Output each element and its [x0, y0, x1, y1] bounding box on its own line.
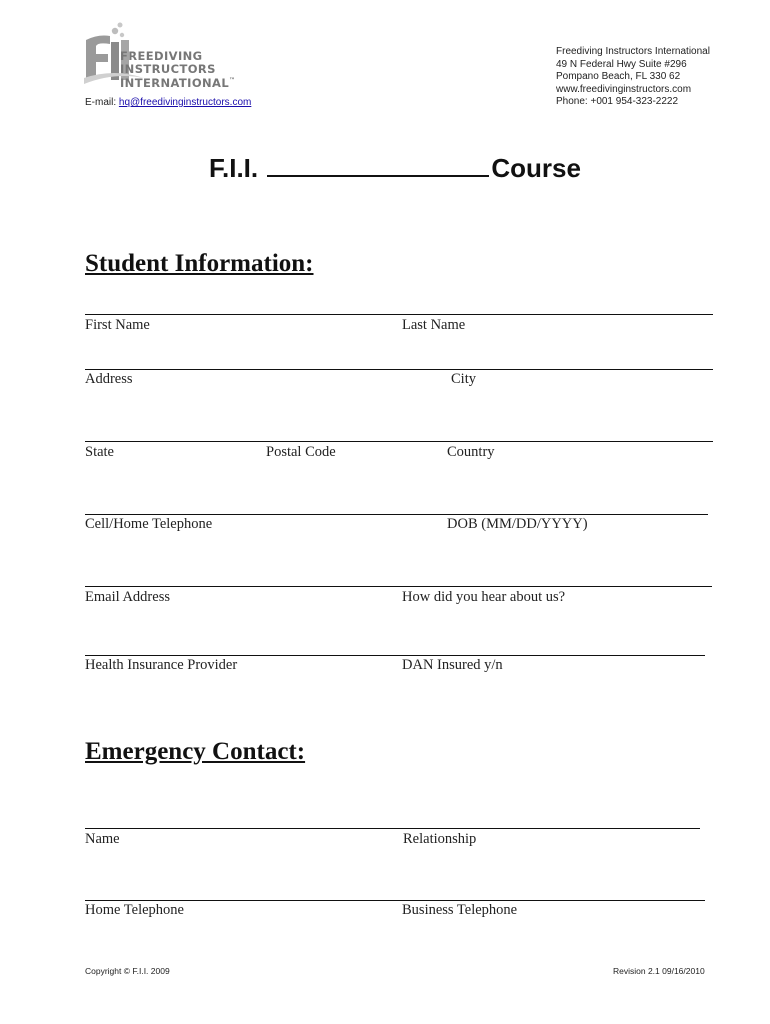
phone-line[interactable] — [85, 900, 705, 901]
course-name-blank[interactable] — [267, 153, 489, 177]
first-name-label: First Name — [85, 317, 150, 333]
email-line — [85, 97, 251, 108]
student-info-heading: Student Information: — [85, 250, 314, 277]
telephone-dob-line[interactable] — [85, 514, 708, 515]
email-label: E-mail: — [85, 97, 117, 108]
revision: Revision 2.1 09/16/2010 — [613, 966, 705, 976]
logo-line-3: INTERNATIONAL™ — [120, 75, 236, 90]
email-link[interactable]: hq@freedivinginstructors.com — [118, 97, 252, 108]
page-title — [209, 153, 581, 184]
postal-code-label: Postal Code — [266, 444, 336, 460]
business-telephone-label: Business Telephone — [402, 902, 518, 918]
insurance-label: Health Insurance Provider — [85, 657, 238, 673]
address-line: 49 N Federal Hwy Suite #296 — [556, 58, 687, 70]
state-postal-country-line[interactable] — [85, 441, 713, 442]
address-line: Pompano Beach, FL 330 62 — [556, 71, 681, 83]
logo-wordmark — [120, 50, 235, 89]
logo-line-2: INSTRUCTORS — [120, 61, 216, 76]
org-address-block — [556, 46, 710, 109]
relationship-label: Relationship — [403, 831, 477, 847]
first-last-name-line[interactable] — [85, 314, 713, 315]
emergency-contact-heading: Emergency Contact: — [85, 738, 306, 765]
city-label: City — [451, 371, 476, 387]
hear-about-us-label: How did you hear about us? — [402, 589, 566, 605]
emergency-name-label: Name — [85, 831, 120, 847]
last-name-label: Last Name — [402, 317, 466, 333]
state-label: State — [85, 444, 114, 460]
copyright: Copyright © F.I.I. 2009 — [85, 966, 170, 976]
country-label: Country — [447, 444, 495, 460]
name-relationship-line[interactable] — [85, 828, 700, 829]
logo-line-1: FREEDIVING — [120, 49, 203, 63]
title-suffix: Course — [491, 153, 581, 183]
dan-insured-label: DAN Insured y/n — [402, 657, 503, 673]
address-label: Address — [85, 371, 133, 387]
address-line: Phone: +001 954-323-2222 — [556, 96, 679, 108]
insurance-dan-line[interactable] — [85, 655, 705, 656]
address-line: www.freedivinginstructors.com — [556, 83, 692, 95]
address-line: Freediving Instructors International — [556, 46, 710, 57]
address-city-line[interactable] — [85, 369, 713, 370]
email-address-label: Email Address — [85, 589, 170, 605]
email-hear-line[interactable] — [85, 586, 712, 587]
dob-label: DOB (MM/DD/YYYY) — [447, 516, 588, 532]
telephone-label: Cell/Home Telephone — [85, 516, 213, 532]
title-prefix: F.I.I. — [209, 153, 259, 183]
home-telephone-label: Home Telephone — [85, 902, 184, 918]
